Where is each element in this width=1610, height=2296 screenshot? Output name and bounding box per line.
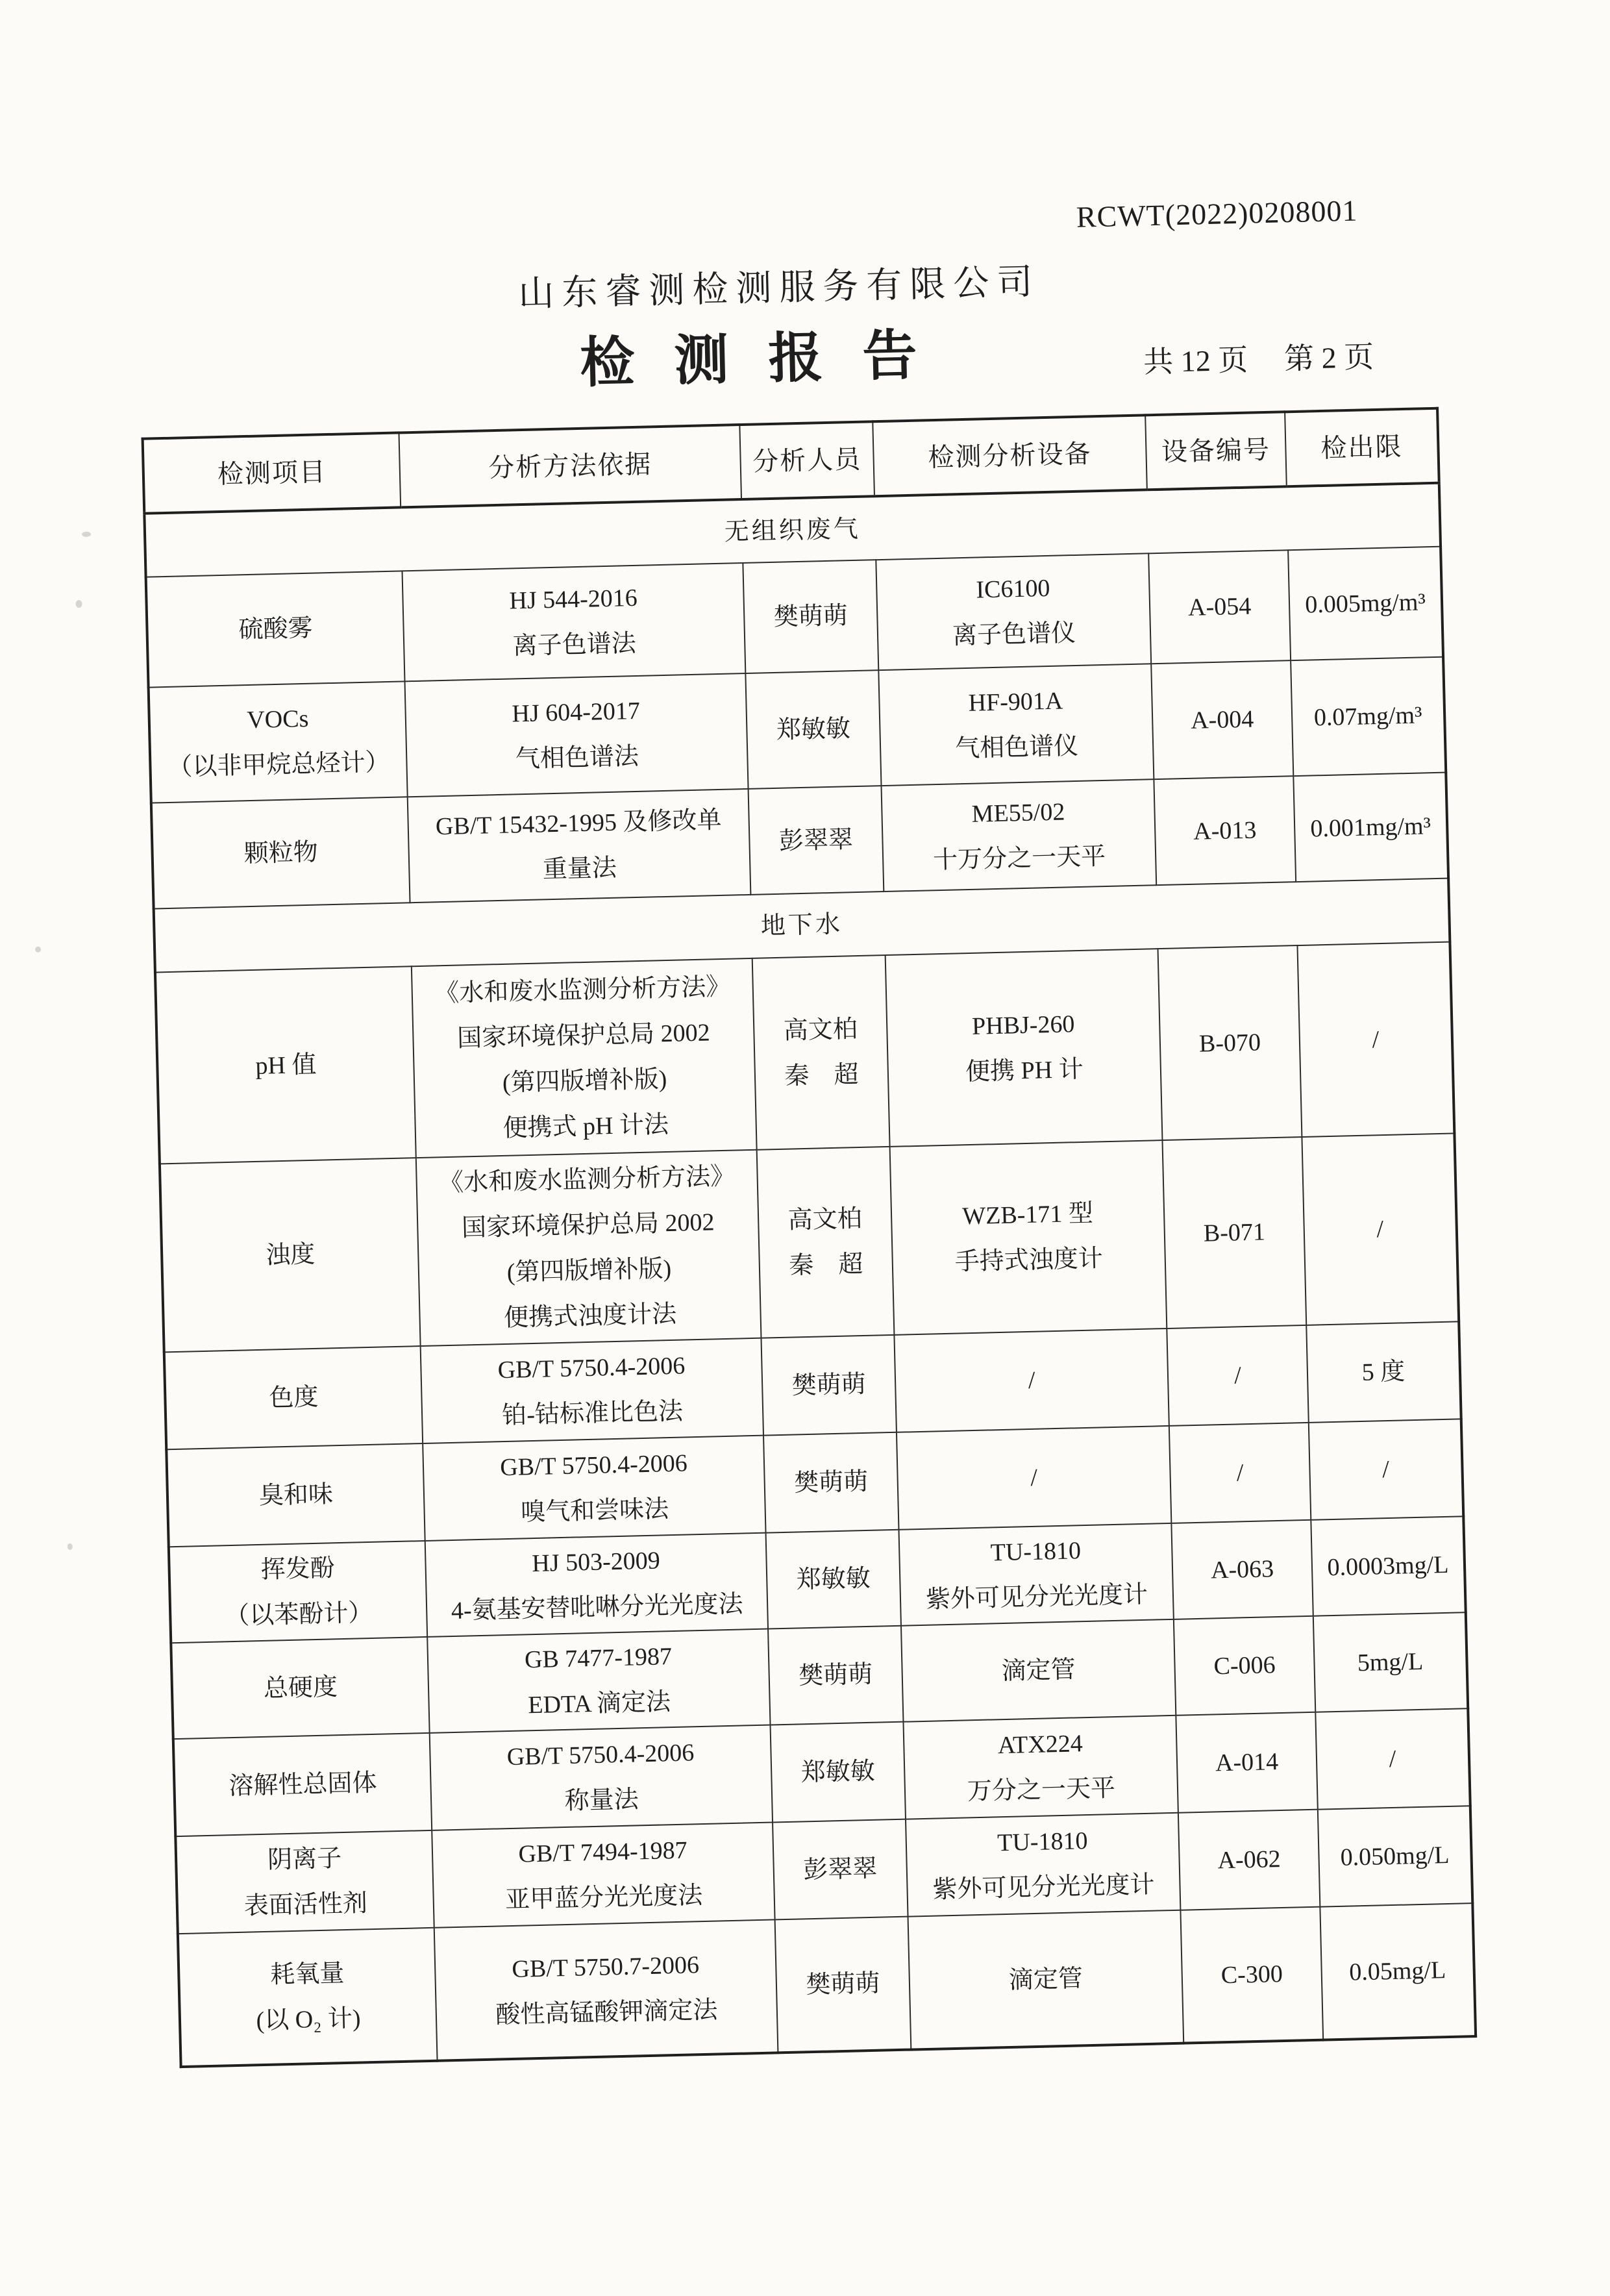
cell-equipment-no: / xyxy=(1169,1423,1311,1523)
scan-speck xyxy=(35,947,41,953)
cell-analyst: 郑敏敏 xyxy=(745,670,881,789)
cell-method: GB/T 5750.4-2006 嗅气和尝味法 xyxy=(423,1436,765,1541)
cell-equipment: 滴定管 xyxy=(901,1619,1176,1722)
cell-analyst: 郑敏敏 xyxy=(771,1722,906,1823)
cell-detection-limit: / xyxy=(1315,1708,1470,1809)
cell-method: GB/T 5750.4-2006 称量法 xyxy=(430,1725,773,1830)
section-label: 地下水 xyxy=(154,879,1450,973)
scan-speck xyxy=(75,600,82,608)
cell-detection-limit: 5mg/L xyxy=(1313,1612,1468,1712)
cell-equipment-no: A-054 xyxy=(1148,550,1291,664)
page-current: 第 2 页 xyxy=(1283,340,1374,376)
cell-equipment: TU-1810 紫外可见分光光度计 xyxy=(906,1813,1180,1917)
cell-equipment: / xyxy=(894,1329,1169,1432)
cell-analyst: 樊萌萌 xyxy=(775,1917,911,2053)
cell-detection-limit: / xyxy=(1309,1419,1463,1519)
cell-equipment: TU-1810 紫外可见分光光度计 xyxy=(898,1523,1173,1626)
cell-method: HJ 503-2009 4-氨基安替吡啉分光光度法 xyxy=(425,1533,768,1637)
cell-analyst: 樊萌萌 xyxy=(763,1432,898,1533)
table-row xyxy=(160,1133,1459,1352)
cell-analyst: 樊萌萌 xyxy=(761,1335,896,1436)
cell-analyst: 彭翠翠 xyxy=(749,786,884,895)
cell-detection-limit: / xyxy=(1302,1133,1459,1325)
cell-method: GB/T 7494-1987 亚甲蓝分光光度法 xyxy=(432,1822,774,1927)
column-header-method: 分析方法依据 xyxy=(399,425,741,507)
cell-item: 溶解性总固体 xyxy=(173,1733,432,1836)
cell-equipment-no: C-300 xyxy=(1180,1907,1323,2043)
cell-method: 《水和废水监测分析方法》 国家环境保护总局 2002 (第四版增补版) 便携式浊度计法 xyxy=(416,1150,762,1346)
cell-method: GB/T 5750.7-2006 酸性高锰酸钾滴定法 xyxy=(434,1919,778,2060)
cell-method: GB/T 15432-1995 及修改单 重量法 xyxy=(408,789,751,903)
cell-method: GB/T 5750.4-2006 铂-钴标准比色法 xyxy=(421,1338,763,1443)
cell-equipment-no: A-063 xyxy=(1171,1520,1313,1619)
cell-analyst: 高文柏 秦 超 xyxy=(752,955,890,1150)
cell-equipment-no: A-013 xyxy=(1154,776,1296,885)
cell-item: 臭和味 xyxy=(166,1443,425,1547)
cell-item: 挥发酚 （以苯酚计） xyxy=(169,1541,427,1643)
cell-item: 硫酸雾 xyxy=(146,571,405,687)
column-header-equipment-no: 设备编号 xyxy=(1145,412,1287,490)
cell-equipment-no: B-071 xyxy=(1162,1137,1306,1329)
column-header-item: 检测项目 xyxy=(143,432,401,513)
cell-item: pH 值 xyxy=(155,966,416,1164)
cell-equipment-no: C-006 xyxy=(1174,1616,1315,1716)
cell-detection-limit: 0.05mg/L xyxy=(1320,1903,1476,2040)
cell-item: 阴离子 表面活性剂 xyxy=(175,1830,434,1934)
scan-speck xyxy=(82,532,91,537)
cell-analyst: 高文柏 秦 超 xyxy=(757,1147,895,1338)
column-header-detection-limit: 检出限 xyxy=(1285,408,1439,487)
cell-equipment-no: A-004 xyxy=(1151,660,1293,779)
cell-detection-limit: 0.0003mg/L xyxy=(1311,1516,1465,1616)
cell-equipment-no: A-062 xyxy=(1178,1810,1320,1910)
page-total: 共 12 页 xyxy=(1143,343,1248,379)
cell-equipment-no: / xyxy=(1167,1325,1308,1426)
page-info xyxy=(1143,333,1374,381)
cell-analyst: 彭翠翠 xyxy=(773,1819,908,1920)
company-name: 山东睿测检测服务有限公司 xyxy=(517,262,1041,314)
cell-item: VOCs （以非甲烷总烃计） xyxy=(149,681,408,803)
cell-equipment: HF-901A 气相色谱仪 xyxy=(878,664,1154,786)
cell-equipment: 滴定管 xyxy=(908,1910,1184,2050)
cell-equipment-no: B-070 xyxy=(1158,945,1302,1140)
cell-method: HJ 544-2016 离子色谱法 xyxy=(402,563,745,681)
cell-detection-limit: 5 度 xyxy=(1306,1321,1461,1422)
cell-item: 浊度 xyxy=(160,1158,421,1352)
cell-detection-limit: 0.07mg/m³ xyxy=(1291,657,1446,776)
cell-equipment: ATX224 万分之一天平 xyxy=(903,1716,1178,1819)
cell-item: 色度 xyxy=(164,1346,423,1449)
cell-equipment-no: A-014 xyxy=(1176,1712,1317,1813)
scan-speck xyxy=(68,1543,73,1550)
cell-equipment: WZB-171 型 手持式浊度计 xyxy=(890,1140,1167,1335)
cell-method: HJ 604-2017 气相色谱法 xyxy=(404,673,748,797)
section-label: 无组织废气 xyxy=(144,483,1441,577)
table-row xyxy=(155,942,1454,1164)
cell-item: 颗粒物 xyxy=(151,797,410,908)
cell-detection-limit: 0.050mg/L xyxy=(1318,1806,1472,1906)
cell-analyst: 樊萌萌 xyxy=(768,1626,903,1725)
cell-equipment: ME55/02 十万分之一天平 xyxy=(881,779,1156,892)
cell-item: 耗氧量 (以 O₂ 计) xyxy=(178,1928,438,2067)
cell-analyst: 郑敏敏 xyxy=(766,1530,901,1629)
cell-detection-limit: / xyxy=(1297,942,1454,1137)
column-header-analyst: 分析人员 xyxy=(739,421,874,499)
cell-detection-limit: 0.001mg/m³ xyxy=(1293,773,1448,882)
column-header-equipment: 检测分析设备 xyxy=(873,415,1147,496)
report-number: RCWT(2022)0208001 xyxy=(1076,193,1358,234)
cell-method: 《水和废水监测分析方法》 国家环境保护总局 2002 (第四版增补版) 便携式 pH 计法 xyxy=(412,958,757,1158)
page-title: 检 测 报 告 xyxy=(579,325,931,394)
cell-equipment: PHBJ-260 便携 PH 计 xyxy=(886,949,1163,1147)
test-report-table xyxy=(142,407,1478,2068)
cell-analyst: 樊萌萌 xyxy=(743,560,878,673)
cell-detection-limit: 0.005mg/m³ xyxy=(1288,547,1443,660)
cell-equipment: / xyxy=(897,1426,1171,1530)
cell-equipment: IC6100 离子色谱仪 xyxy=(876,553,1151,670)
cell-method: GB 7477-1987 EDTA 滴定法 xyxy=(427,1629,770,1733)
cell-item: 总硬度 xyxy=(171,1637,429,1739)
